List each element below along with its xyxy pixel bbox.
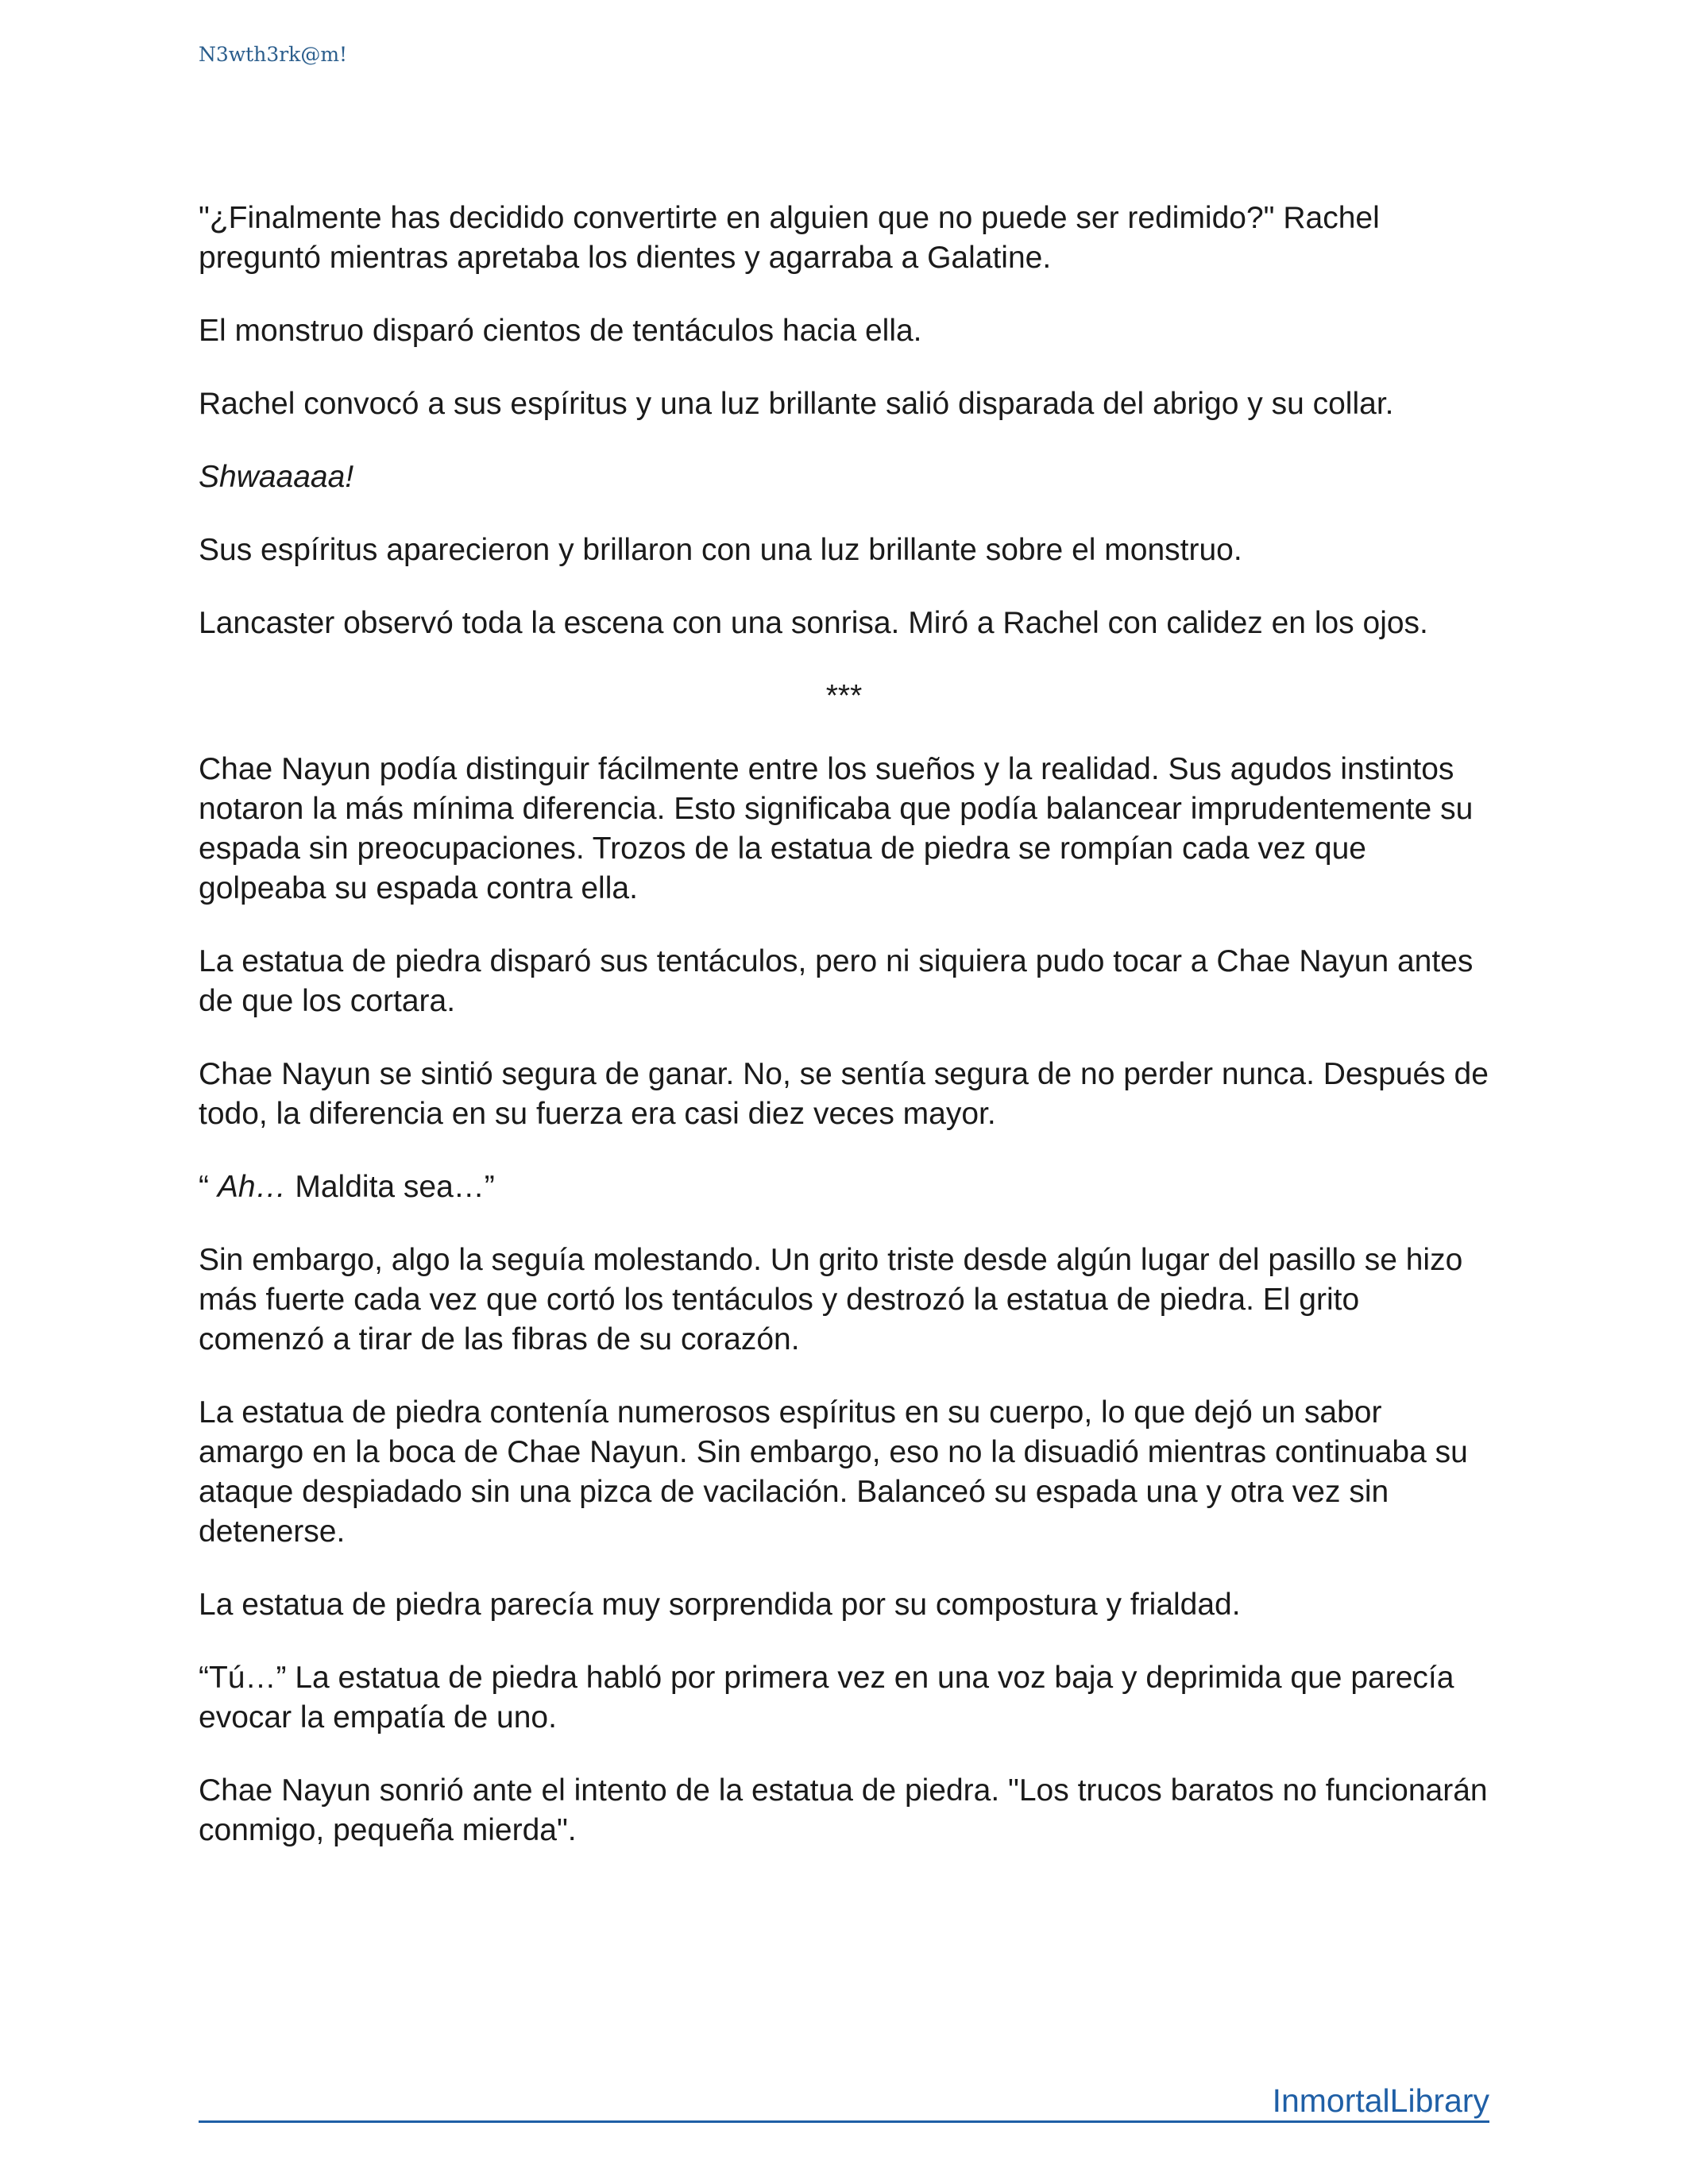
dialogue-italic: Ah…: [217, 1170, 287, 1204]
dialogue-rest: Maldita sea…”: [286, 1170, 495, 1204]
scene-break: ***: [825, 679, 863, 713]
paragraph: Chae Nayun podía distinguir fácilmente entre los sueños y la realidad. Sus agudos instintos notaron la más mínima diferencia. Esto significaba que podía balancear imprudentemente su espada sin preocupaciones. Trozos de la estatua de piedra se rompían cada vez que golpeaba su espada contra ella.: [199, 752, 1474, 905]
paragraph: Lancaster observó toda la escena con una sonrisa. Miró a Rachel con calidez en los ojos.: [199, 606, 1428, 640]
dialogue-open-quote: “: [199, 1170, 218, 1204]
paragraph: La estatua de piedra disparó sus tentáculos, pero ni siquiera pudo tocar a Chae Nayun antes de que los cortara.: [199, 944, 1474, 1018]
paragraph-dialogue: [199, 1167, 1489, 1207]
paragraph: Rachel convocó a sus espíritus y una luz brillante salió disparada del abrigo y su collar.: [199, 387, 1394, 421]
document-body: [199, 199, 1489, 1884]
footer-link-inmortallibrary[interactable]: InmortalLibrary: [1272, 2082, 1489, 2119]
paragraph: Sus espíritus aparecieron y brillaron con una luz brillante sobre el monstruo.: [199, 533, 1242, 567]
paragraph: “Tú…” La estatua de piedra habló por primera vez en una voz baja y deprimida que parecía evocar la empatía de uno.: [199, 1661, 1454, 1734]
sound-effect-text: Shwaaaaa!: [199, 460, 354, 494]
paragraph: La estatua de piedra contenía numerosos espíritus en su cuerpo, lo que dejó un sabor amargo en la boca de Chae Nayun. Sin embargo, eso no la disuadió mientras continuaba su ataque despiadado sin una pizca de vacilación. Balanceó su espada una y otra vez sin detenerse.: [199, 1395, 1468, 1549]
paragraph-sound-effect: [199, 457, 1489, 497]
page-header-watermark: N3wth3rk@m!: [199, 43, 348, 66]
paragraph: Sin embargo, algo la seguía molestando. Un grito triste desde algún lugar del pasillo se hizo más fuerte cada vez que cortó los tentáculos y destrozó la estatua de piedra. El grito comenzó a tirar de las fibras de su corazón.: [199, 1243, 1463, 1356]
footer-divider: [199, 2120, 1489, 2123]
paragraph: Chae Nayun se sintió segura de ganar. No, se sentía segura de no perder nunca. Después de todo, la diferencia en su fuerza era casi diez veces mayor.: [199, 1057, 1489, 1131]
paragraph: Chae Nayun sonrió ante el intento de la estatua de piedra. "Los trucos baratos no funcionarán conmigo, pequeña mierda".: [199, 1773, 1488, 1847]
paragraph: El monstruo disparó cientos de tentáculos hacia ella.: [199, 314, 922, 348]
paragraph: La estatua de piedra parecía muy sorprendida por su compostura y frialdad.: [199, 1588, 1241, 1622]
paragraph: "¿Finalmente has decidido convertirte en alguien que no puede ser redimido?" Rachel preguntó mientras apretaba los dientes y agarraba a Galatine.: [199, 201, 1380, 275]
